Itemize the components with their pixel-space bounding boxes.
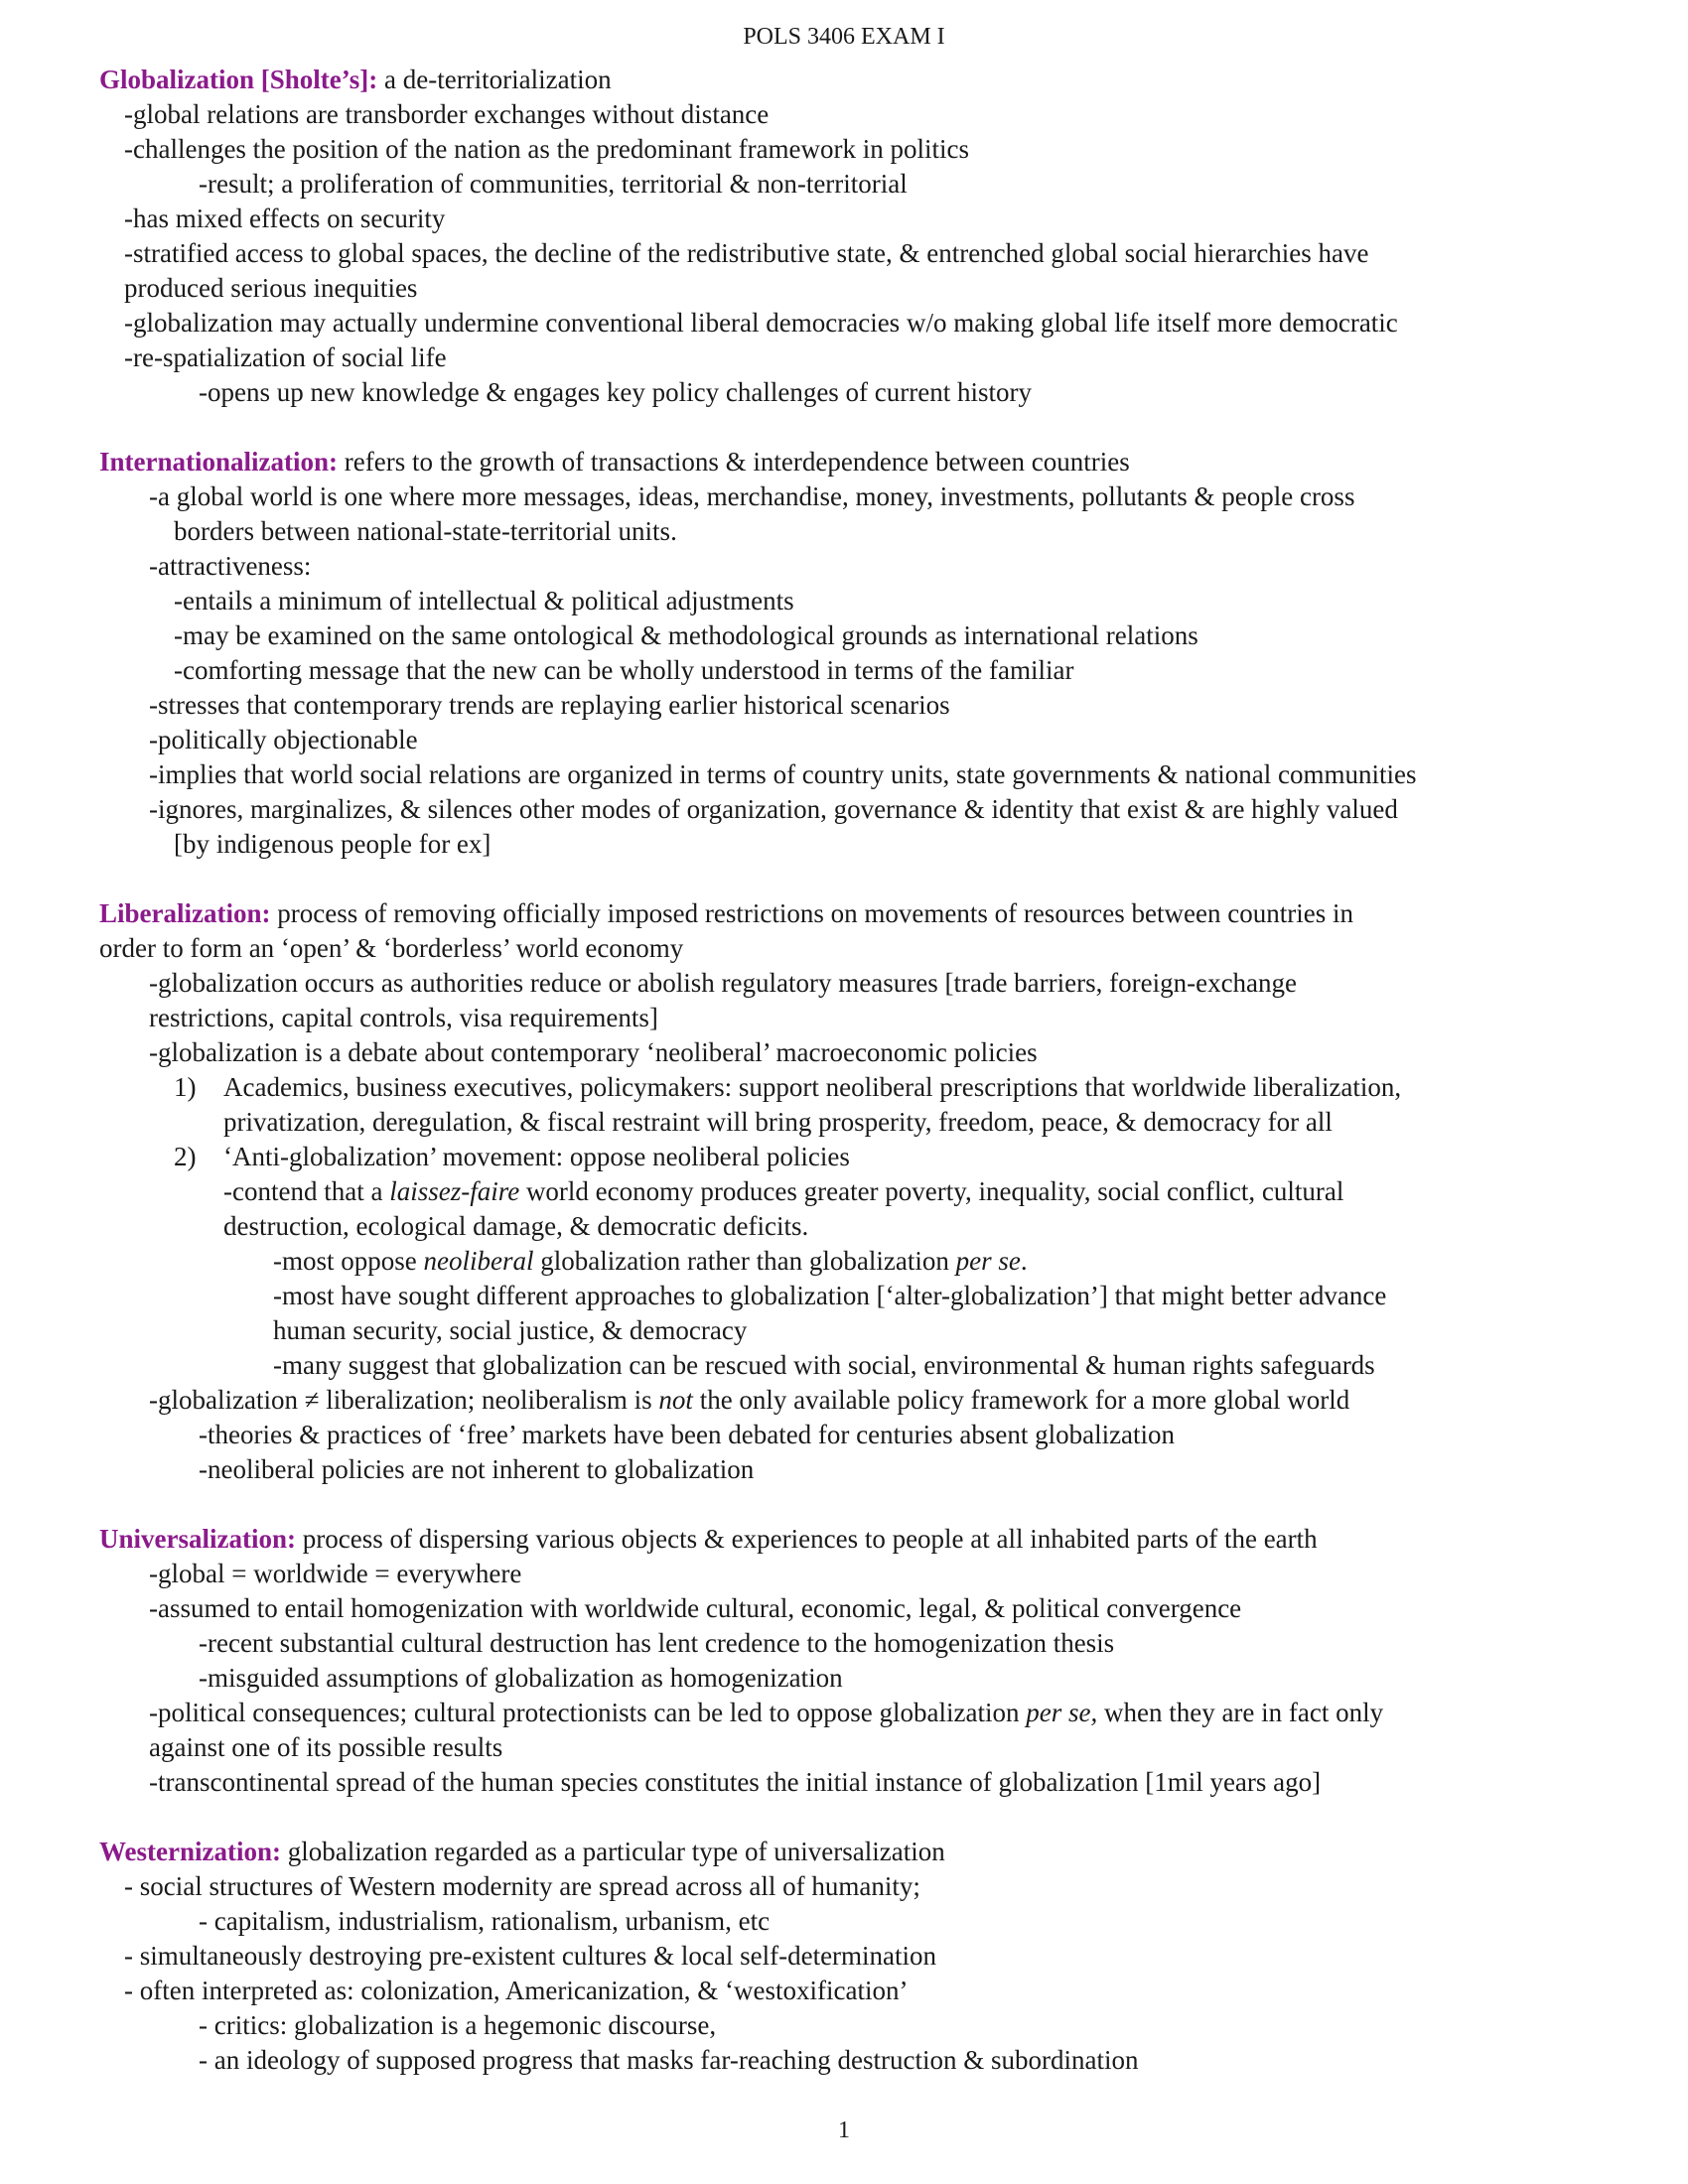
section-internationalization bbox=[99, 445, 1609, 862]
text-run: -most oppose bbox=[273, 1246, 424, 1276]
note-line: [by indigenous people for ex] bbox=[174, 829, 492, 859]
definition-line bbox=[99, 896, 1609, 931]
note-line: -stresses that contemporary trends are replaying earlier historical scenarios bbox=[149, 690, 950, 720]
note-line: -theories & practices of ‘free’ markets have been debated for centuries absent globalization bbox=[199, 1420, 1176, 1449]
notes-body bbox=[99, 63, 1609, 2113]
note-line: -re-spatialization of social life bbox=[124, 342, 447, 372]
term-heading: Liberalization: bbox=[99, 898, 271, 928]
note-line: human security, social justice, & democracy bbox=[273, 1315, 748, 1345]
note-line: destruction, ecological damage, & democratic deficits. bbox=[223, 1211, 809, 1241]
note-line bbox=[99, 1383, 1609, 1418]
item-text: ‘Anti-globalization’ movement: oppose neoliberal policies bbox=[223, 1142, 850, 1171]
note-line: -assumed to entail homogenization with worldwide cultural, economic, legal, & political convergence bbox=[149, 1593, 1242, 1623]
note-line: produced serious inequities bbox=[124, 273, 418, 303]
italic-text: per se bbox=[955, 1246, 1021, 1276]
text-run: when they are in fact only bbox=[1097, 1698, 1384, 1727]
note-line: -neoliberal policies are not inherent to globalization bbox=[199, 1454, 755, 1484]
italic-text: laissez-faire bbox=[389, 1176, 520, 1206]
text-run: . bbox=[1020, 1246, 1028, 1276]
note-line: -attractiveness: bbox=[149, 551, 312, 581]
page-header: POLS 3406 EXAM I bbox=[743, 24, 945, 50]
note-line: -globalization occurs as authorities reduce or abolish regulatory measures [trade barriers, foreign-exchange bbox=[149, 968, 1298, 998]
note-line: -ignores, marginalizes, & silences other modes of organization, governance & identity that exist & are highly valued bbox=[149, 794, 1398, 824]
text-run: world economy produces greater poverty, inequality, social conflict, cultural bbox=[519, 1176, 1344, 1206]
definition-line bbox=[99, 445, 1609, 479]
note-line: -many suggest that globalization can be rescued with social, environmental & human rights safeguards bbox=[273, 1350, 1375, 1380]
definition-text: process of removing officially imposed restrictions on movements of resources between countries in bbox=[270, 898, 1353, 928]
note-line: -a global world is one where more messages, ideas, merchandise, money, investments, pollutants & people cross bbox=[149, 481, 1355, 511]
note-line: -global relations are transborder exchanges without distance bbox=[124, 99, 770, 129]
note-line bbox=[99, 1244, 1609, 1279]
text-run: -contend that a bbox=[223, 1176, 390, 1206]
item-number: 2) bbox=[174, 1142, 197, 1171]
note-line: - an ideology of supposed progress that masks far-reaching destruction & subordination bbox=[199, 2045, 1139, 2075]
item-text: Academics, business executives, policymakers: support neoliberal prescriptions that worldwide liberalization, bbox=[223, 1072, 1402, 1102]
note-line: - social structures of Western modernity are spread across all of humanity; bbox=[124, 1871, 920, 1901]
definition-text: refers to the growth of transactions & interdependence between countries bbox=[338, 447, 1130, 477]
definition-text: globalization regarded as a particular type of universalization bbox=[280, 1837, 945, 1866]
definition-text: process of dispersing various objects & experiences to people at all inhabited parts of the earth bbox=[295, 1524, 1318, 1554]
note-line: -global = worldwide = everywhere bbox=[149, 1559, 522, 1588]
definition-text: a de-territorialization bbox=[377, 65, 612, 94]
note-line: -comforting message that the new can be wholly understood in terms of the familiar bbox=[174, 655, 1074, 685]
note-line: restrictions, capital controls, visa requirements] bbox=[149, 1003, 658, 1032]
note-line: -entails a minimum of intellectual & political adjustments bbox=[174, 586, 794, 615]
note-line: -result; a proliferation of communities, territorial & non-territorial bbox=[199, 169, 908, 199]
definition-line bbox=[99, 1522, 1609, 1557]
definition-line bbox=[99, 63, 1609, 97]
section-westernization bbox=[99, 1835, 1609, 2078]
numbered-item bbox=[99, 1070, 1609, 1105]
section-universalization bbox=[99, 1522, 1609, 1800]
note-line: - capitalism, industrialism, rationalism, urbanism, etc bbox=[199, 1906, 771, 1936]
note-line: -may be examined on the same ontological & methodological grounds as international relations bbox=[174, 620, 1198, 650]
note-line: -challenges the position of the nation as the predominant framework in politics bbox=[124, 134, 970, 164]
term-heading: Globalization [Sholte’s]: bbox=[99, 65, 378, 94]
definition-continuation: order to form an ‘open’ & ‘borderless’ world economy bbox=[99, 933, 684, 963]
text-run: -globalization ≠ liberalization; neoliberalism is bbox=[149, 1385, 659, 1415]
note-line: -stratified access to global spaces, the decline of the redistributive state, & entrenched global social hierarchies have bbox=[124, 238, 1369, 268]
italic-text: per se, bbox=[1026, 1698, 1098, 1727]
note-line: -politically objectionable bbox=[149, 725, 418, 754]
page-number: 1 bbox=[838, 2117, 850, 2143]
text-run: the only available policy framework for a more global world bbox=[692, 1385, 1350, 1415]
note-line: - critics: globalization is a hegemonic discourse, bbox=[199, 2010, 717, 2040]
note-line: -transcontinental spread of the human species constitutes the initial instance of globalization [1mil years ago] bbox=[149, 1767, 1322, 1797]
note-line: borders between national-state-territorial units. bbox=[174, 516, 677, 546]
numbered-item bbox=[99, 1140, 1609, 1174]
note-line: -most have sought different approaches to globalization [‘alter-globalization’] that might better advance bbox=[273, 1281, 1387, 1310]
section-liberalization bbox=[99, 896, 1609, 1487]
note-line: -globalization may actually undermine conventional liberal democracies w/o making global life itself more democratic bbox=[124, 308, 1398, 338]
note-line: privatization, deregulation, & fiscal restraint will bring prosperity, freedom, peace, & democracy for all bbox=[223, 1107, 1333, 1137]
italic-text: neoliberal bbox=[423, 1246, 534, 1276]
note-line: -opens up new knowledge & engages key policy challenges of current history bbox=[199, 377, 1033, 407]
note-line: against one of its possible results bbox=[149, 1732, 503, 1762]
section-globalization bbox=[99, 63, 1609, 410]
note-line: -implies that world social relations are organized in terms of country units, state governments & national communities bbox=[149, 759, 1417, 789]
definition-line bbox=[99, 1835, 1609, 1869]
term-heading: Westernization: bbox=[99, 1837, 281, 1866]
item-number: 1) bbox=[174, 1072, 197, 1102]
note-line: -recent substantial cultural destruction has lent credence to the homogenization thesis bbox=[199, 1628, 1115, 1658]
text-run: -political consequences; cultural protectionists can be led to oppose globalization bbox=[149, 1698, 1027, 1727]
note-line bbox=[99, 1696, 1609, 1730]
text-run: globalization rather than globalization bbox=[533, 1246, 956, 1276]
italic-text: not bbox=[658, 1385, 693, 1415]
note-line: -has mixed effects on security bbox=[124, 204, 446, 233]
note-line bbox=[99, 1174, 1609, 1209]
note-line: -globalization is a debate about contemporary ‘neoliberal’ macroeconomic policies bbox=[149, 1037, 1038, 1067]
term-heading: Internationalization: bbox=[99, 447, 338, 477]
note-line: -misguided assumptions of globalization as homogenization bbox=[199, 1663, 843, 1693]
term-heading: Universalization: bbox=[99, 1524, 296, 1554]
note-line: - simultaneously destroying pre-existent cultures & local self-determination bbox=[124, 1941, 937, 1971]
note-line: - often interpreted as: colonization, Americanization, & ‘westoxification’ bbox=[124, 1976, 909, 2005]
